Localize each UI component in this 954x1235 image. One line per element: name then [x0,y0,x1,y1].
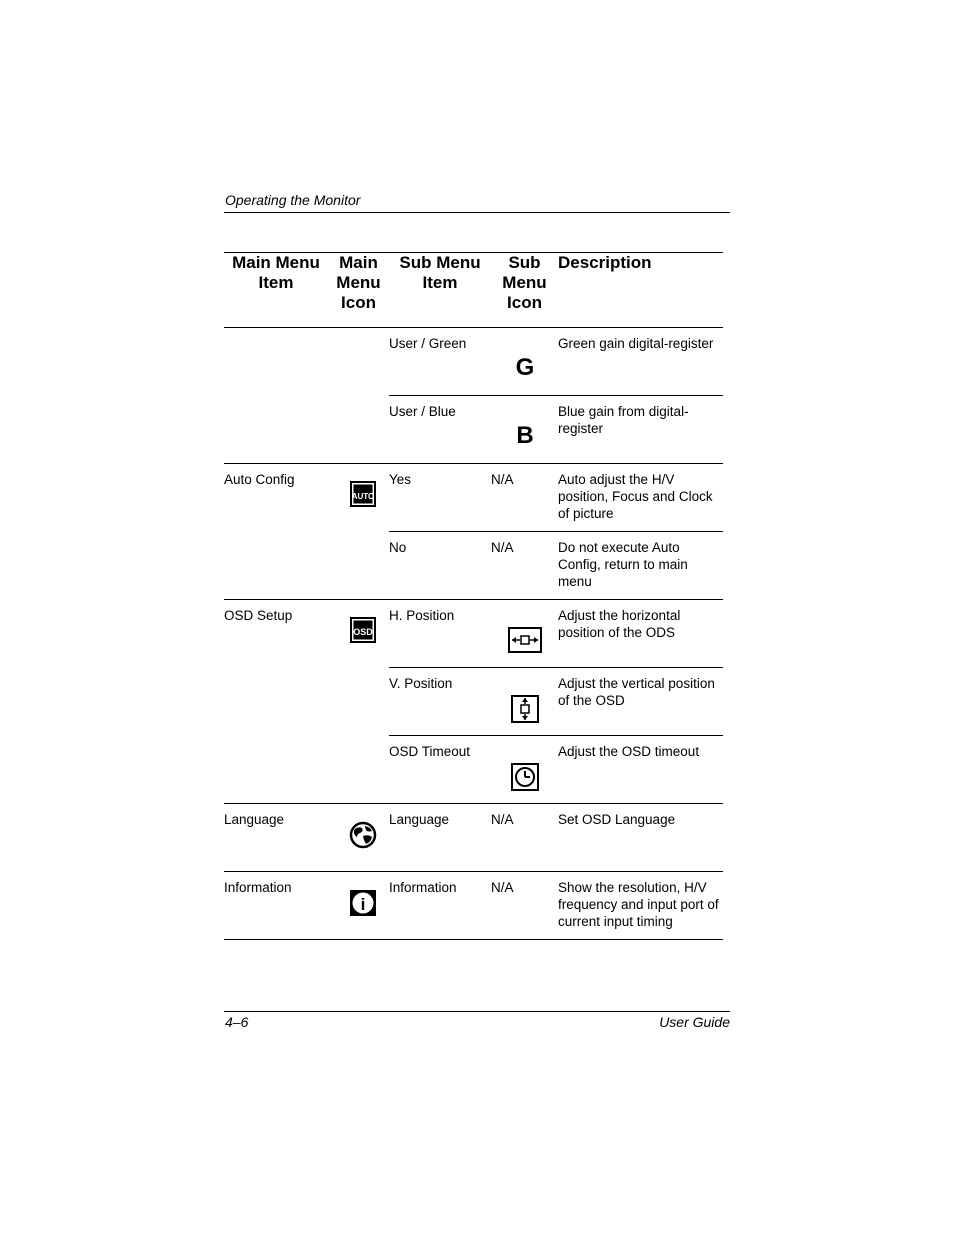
main-item-cell [224,532,328,600]
svg-text:OSD: OSD [352,627,373,637]
table-row [224,668,723,736]
header-sub-menu-icon: Sub Menu Icon [491,253,558,328]
footer-doc-title: User Guide [659,1014,730,1030]
osd-setup-icon [350,617,376,647]
main-item-cell [224,328,328,396]
info-icon [349,889,377,921]
footer-rule [224,1011,730,1012]
sub-icon-cell [491,600,558,668]
description-cell: Adjust the OSD timeout [558,736,723,804]
description-cell: Adjust the vertical position of the OSD [558,668,723,736]
sub-icon-cell: N/A [491,532,558,600]
globe-icon [349,821,377,853]
h-position-icon [508,627,542,657]
v-position-icon [511,695,539,727]
sub-item-cell: Language [389,804,491,872]
sub-item-cell: User / Green [389,328,491,396]
description-cell: Adjust the horizontal position of the ODS [558,600,723,668]
main-icon-cell [328,668,389,736]
main-item-cell: Language [224,804,328,872]
svg-text:G: G [515,355,534,377]
header-main-menu-item: Main Menu Item [224,253,328,328]
sub-icon-cell [491,396,558,464]
main-icon-cell [328,600,389,668]
sub-icon-cell [491,736,558,804]
header-sub-menu-item: Sub Menu Item [389,253,491,328]
main-icon-cell [328,804,389,872]
table-row [224,464,723,532]
sub-item-cell: No [389,532,491,600]
sub-icon-cell [491,668,558,736]
green-gain-icon [513,355,537,381]
main-icon-cell [328,464,389,532]
table-row [224,804,723,872]
running-head: Operating the Monitor [225,192,361,208]
svg-text:B: B [515,423,534,445]
main-icon-cell [328,736,389,804]
table-row [224,328,723,396]
main-item-cell [224,396,328,464]
description-cell: Show the resolution, H/V frequency and input port of current input timing [558,872,723,940]
main-icon-cell [328,328,389,396]
sub-item-cell: User / Blue [389,396,491,464]
page-number: 4–6 [225,1014,249,1030]
sub-item-cell: V. Position [389,668,491,736]
clock-icon [511,763,539,795]
sub-icon-cell: N/A [491,464,558,532]
sub-icon-cell: N/A [491,804,558,872]
header-main-menu-icon: Main Menu Icon [328,253,389,328]
description-cell: Do not execute Auto Config, return to main menu [558,532,723,600]
description-cell: Green gain digital-register [558,328,723,396]
table-row [224,532,723,600]
blue-gain-icon [513,423,537,449]
sub-icon-cell [491,328,558,396]
main-item-cell: Information [224,872,328,940]
header-rule [224,212,730,213]
main-icon-cell [328,872,389,940]
header-description: Description [558,253,723,328]
table-row [224,872,723,940]
sub-icon-cell: N/A [491,872,558,940]
description-cell: Blue gain from digital-register [558,396,723,464]
svg-text:i: i [360,895,365,914]
osd-menu-table [224,252,723,940]
table-row [224,600,723,668]
main-item-cell [224,668,328,736]
table-header-row [224,253,723,328]
sub-item-cell: OSD Timeout [389,736,491,804]
table-row [224,396,723,464]
sub-item-cell: H. Position [389,600,491,668]
main-item-cell [224,736,328,804]
description-cell: Set OSD Language [558,804,723,872]
main-item-cell: OSD Setup [224,608,293,623]
svg-text:AUTO: AUTO [351,492,374,501]
auto-config-icon [350,481,376,511]
sub-item-cell: Information [389,872,491,940]
main-item-cell: Auto Config [224,472,295,487]
table-row [224,736,723,804]
description-cell: Auto adjust the H/V position, Focus and Clock of picture [558,464,723,532]
main-icon-cell [328,532,389,600]
main-icon-cell [328,396,389,464]
sub-item-cell: Yes [389,464,491,532]
